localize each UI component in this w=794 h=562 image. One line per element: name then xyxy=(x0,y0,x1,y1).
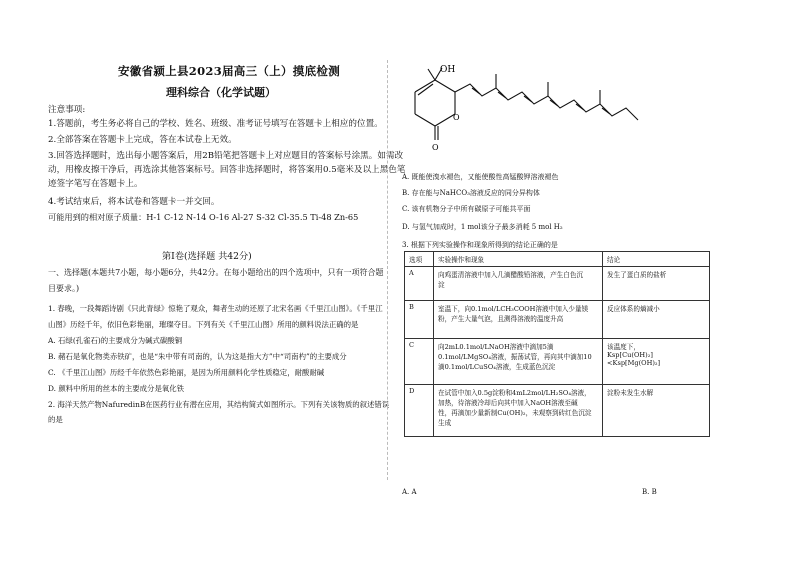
molecule-ring-o-label: O xyxy=(453,113,460,122)
note-item: 2.全部答案在答题卡上完成，答在本试卷上无效。 xyxy=(48,135,237,145)
q2-stem: 的是 xyxy=(48,415,63,424)
operation-line: 性，再滴加少量新制Cu(OH)₂，未观察到砖红色沉淀生成 xyxy=(438,409,592,427)
q3-stem: 3. 根据下列实验操作和现象所得到的结论正确的是 xyxy=(402,241,558,249)
table-cell-option: D xyxy=(405,385,434,437)
table-cell-conclusion xyxy=(603,301,710,339)
table-cell-conclusion xyxy=(603,385,710,437)
q1-option-b: B. 赭石是氧化物类赤铁矿，也是“朱中带有司南的，认为这是指大方”中“司南杓”的主要成分 xyxy=(48,352,347,361)
table-cell-operation xyxy=(434,385,603,437)
operation-line: 在试管中加入0.5g淀粉和4mL2mol/LH₂SO₄溶液， xyxy=(438,389,591,397)
section-intro: 一、选择题(本题共7小题，每小题6分，共42分。在每小题给出的四个选项中，只有一项符合题 xyxy=(48,268,384,277)
section-title: 第Ⅰ卷(选择题 共42分) xyxy=(162,251,252,262)
answer-option-b: B. B xyxy=(642,488,657,496)
conclusion-line: 该温度下， xyxy=(607,343,640,351)
table-cell-conclusion xyxy=(603,339,710,385)
table-row xyxy=(405,339,710,385)
conclusion-line: Ksp[Cu(OH)₂]<Ksp[Mg(OH)₂] xyxy=(607,351,661,367)
q1-option-d: D. 颜料中所用的丝本的主要成分是氧化铁 xyxy=(48,384,185,393)
table-cell-conclusion xyxy=(603,267,710,301)
operation-line: 滴0.1mol/LCuSO₄溶液，生成蓝色沉淀 xyxy=(438,363,556,371)
operation-line: 0.1mol/LMgSO₄溶液，振荡试管，再向其中滴加10 xyxy=(438,353,592,361)
q2-option-a: A. 既能使溴水褪色，又能使酸性高锰酸钾溶液褪色 xyxy=(402,173,559,181)
section-intro: 目要求。) xyxy=(48,284,80,293)
operation-line: 粉，产生大量气泡，且测得溶液的温度升高 xyxy=(438,315,564,323)
table-header-option: 选项 xyxy=(405,252,434,267)
operation-line: 淀 xyxy=(438,281,445,289)
paper-title: 安徽省颍上县2023届高三（上）摸底检测 xyxy=(118,64,341,78)
note-item: 迹签字笔写在答题卡上。 xyxy=(48,179,143,189)
q2-option-c: C. 该有机物分子中所有碳原子可能共平面 xyxy=(402,205,531,213)
molecule-oh-label: OH xyxy=(440,65,456,75)
paper-subtitle: 理科综合（化学试题） xyxy=(166,86,276,99)
q2-option-d: D. 与氢气加成时，1 mol该分子最多消耗 5 mol H₂ xyxy=(402,223,563,231)
q2-stem: 2. 海洋天然产物NafuredinB在医药行业有潜在应用，其结构简式如图所示。下列有关该物质的叙述错误 xyxy=(48,400,390,409)
conclusion-line: 发生了蛋白质的盐析 xyxy=(607,271,667,279)
table-cell-operation xyxy=(434,301,603,339)
operation-line: 室温下，向0.1mol/LCH₃COOH溶液中加入少量镁 xyxy=(438,305,589,313)
table-row xyxy=(405,301,710,339)
table-cell-option: C xyxy=(405,339,434,385)
note-item: 4.考试结束后，将本试卷和答题卡一并交回。 xyxy=(48,197,220,207)
table-cell-option: A xyxy=(405,267,434,301)
q1-stem: 山图》历经千年，依旧色彩艳丽，璀璨夺目。下列有关《千里江山图》所用的颜料说法正确的是 xyxy=(48,320,359,329)
answer-option-a: A. A xyxy=(402,488,417,496)
operation-line: 加热，待溶液冷却后向其中加入NaOH溶液至碱 xyxy=(438,399,578,407)
molecule-structure xyxy=(400,62,740,157)
note-item: 1.答题前，考生务必将自己的学校、姓名、班级、准考证号填写在答题卡上相应的位置。 xyxy=(48,119,383,129)
atomic-masses: 可能用到的相对原子质量：H-1 C-12 N-14 O-16 Al-27 S-32 Cl-35.5 Ti-48 Zn-65 xyxy=(48,212,359,222)
q2-option-b: B. 存在能与NaHCO₃溶液反应的同分异构体 xyxy=(402,189,540,197)
molecule-carbonyl-o-label: O xyxy=(432,143,439,152)
table-header-operation: 实验操作和现象 xyxy=(434,252,603,267)
table-row xyxy=(405,267,710,301)
operation-line: 向2mL0.1mol/LNaOH溶液中滴加5滴 xyxy=(438,343,554,351)
conclusion-line: 反应体系的熵减小 xyxy=(607,305,660,313)
table-cell-operation xyxy=(434,267,603,301)
note-item: 3.回答选择题时，选出每小题答案后，用2B铅笔把答题卡上对应题目的答案标号涂黑。如需改 xyxy=(48,151,404,161)
q1-option-c: C. 《千里江山图》历经千年依然色彩艳丽，是因为所用颜料化学性质稳定，耐酸耐碱 xyxy=(48,368,325,377)
operation-line: 向鸡蛋清溶液中加入几滴醋酸铅溶液，产生白色沉 xyxy=(438,271,584,279)
table-cell-operation xyxy=(434,339,603,385)
q1-option-a: A. 石绿(孔雀石)的主要成分为碱式碳酸铜 xyxy=(48,336,183,345)
column-divider xyxy=(387,60,388,480)
table-cell-option: B xyxy=(405,301,434,339)
q1-stem: 1. 春晚，一段舞蹈诗剧《只此青绿》惊艳了观众，舞者生动的还原了北宋名画《千里江山图》。《千里江 xyxy=(48,304,383,313)
notes-heading: 注意事项: xyxy=(48,105,86,115)
note-item: 动，用橡皮擦干净后，再选涂其他答案标号。回答非选择题时，将答案用0.5毫米及以上黑色笔 xyxy=(48,165,406,175)
experiment-table xyxy=(404,251,710,437)
table-row xyxy=(405,385,710,437)
conclusion-line: 淀粉未发生水解 xyxy=(607,389,654,397)
table-header-conclusion: 结论 xyxy=(603,252,710,267)
table-header-row xyxy=(405,252,710,267)
